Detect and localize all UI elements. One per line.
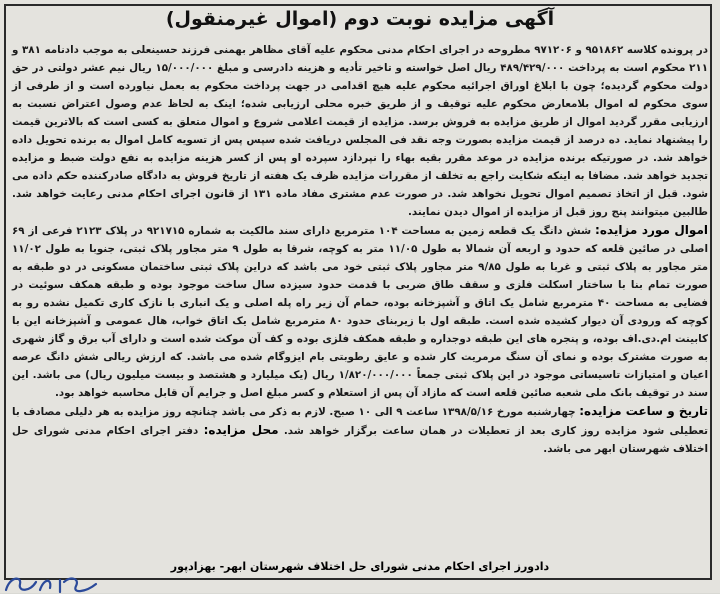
date-text: چهارشنبه مورخ ۱۳۹۸/۵/۱۶ ساعت ۹ الی ۱۰ صبح. لازم به ذکر می باشد چنانچه روز مزایده به هر دلیلی مصادف با تعطیلی شود مزایده روز کاری بعد از تعطیلات در همان ساعت برگزار خواهد شد. bbox=[12, 406, 708, 437]
property-text: شش دانگ یک قطعه زمین به مساحت ۱۰۴ مترمربع دارای سند مالکیت به شماره ۹۲۱۷۱۵ در پلاک ۲۱۲۳ فرعی از ۶۹ اصلی در صائین قلعه که حدود و اربعه آن شمالا به طول ۱۱/۰۵ متر به کوچه، شرقا به طول ۹ متر مجاور پلاک ثبتی، جنوبا به طول ۱۱/۰۲ متر مجاور به پلاک ثبتی و غربا به طول ۹/۸۵ متر مجاور پلاک ثبتی خود می باشد که دراین پلاک ثبتی ساختمان مسکونی در دو طبقه به صورت تمام بنا با ساختار اسکلت فلزی و سقف طاق ضربی با قدمت حدود سیزده سال ساخت موجود بوده و طبقه همکف سوئیت در فضایی به مساحت ۴۰ مترمربع شامل یک اتاق و آشپزخانه بوده، حمام آن زیر راه پله اصلی و یک انباری با نازک کاری تکمیل نشده رو به کوچه که ورودی آن دیوار کشیده شده است. طبقه اول با زیربنای حدود ۸۰ مترمربع شامل یک اتاق خواب، هال عمومی و آشپزخانه این با کابینت ام.دی.اف بوده، و پنجره های این طبقه دوجداره و طبقه همکف فلزی بوده و کف آن موکت شده است و دارای آب برق و گاز شهری به صورت مشترک بوده و نمای آن سنگ مرمریت کار شده و عایق رطوبتی بام ایزوگام شده می باشد. که ارزش ریالی شش دانگ عرصه اعیان و امتیازات تاسیساتی موجود در این پلاک ثبتی جمعاً ۱/۸۲۰/۰۰۰/۰۰۰ ریال (یک میلیارد و هشتصد و بیست میلیون ریال) می باشد. این سند در توقیف بانک ملی شعبه صائین قلعه است که مازاد آن پس از استعلام و کسر مبلغ اصل و جرایم آن قابل محاسبه خواهد بود. bbox=[12, 225, 708, 399]
notice-body bbox=[12, 41, 708, 458]
place-label: محل مزایده: bbox=[203, 423, 279, 437]
signature-line: دادورز اجرای احکام مدنی شورای حل اختلاف شهرستان ابهر- بهزادپور bbox=[170, 560, 550, 573]
property-label: اموال مورد مزایده: bbox=[595, 223, 708, 237]
date-label: تاریخ و ساعت مزایده: bbox=[579, 404, 708, 418]
property-paragraph bbox=[12, 221, 708, 402]
notice-title: آگهی مزایده نوبت دوم (اموال غیرمنقول) bbox=[165, 8, 555, 30]
handwritten-mark bbox=[0, 572, 110, 594]
intro-paragraph: در پرونده کلاسه ۹۵۱۸۶۲ و ۹۷۱۲۰۶ مطروحه در اجرای احکام مدنی محکوم علیه آقای مظاهر بهمنی فرزند حسینعلی به موجب دادنامه ۳۸۱ و ۲۱۱ محکوم است به پرداخت ۴۸۹/۴۲۹/۰۰۰ ریال اصل خواسته و تاخیر تأدیه و هزینه دادرسی و مبلغ ۱۵/۰۰۰/۰۰۰ ریال نیم عشر دولتی در حق دولت محکوم گردیده؛ چون با ابلاغ اوراق اجرائیه محکوم علیه هیچ اقدامی در جهت پرداخت محکوم به بعمل نیاورده است و از طرفی از سوی محکوم له اموال بلامعارض محکوم علیه توقیف و از طریق خبره محلی ارزیابی شده؛ اینک به لحاظ عدم وصول اعتراض نسبت به ارزیابی مقرر گردید اموال از طریق مزایده به فروش برسد. مزایده از قیمت اعلامی شروع و اموال متعلق به کسی است که بالاترین قیمت را پیشنهاد نماید. ده درصد از قیمت مزایده بصورت وجه نقد فی المجلس دریافت شده سپس پس از تسویه کامل اموال به برنده تحویل داده خواهد شد. در صورتیکه برنده مزایده در موعد مقرر بقیه بهاء را نپردازد سپرده او پس از کسر هزینه مزایده به نفع دولت ضبط و مزایده تجدید خواهد شد. مضافا به اینکه شکایت راجع به تخلف از مقررات مزایده ظرف یک هفته از تاریخ فروش به دادگاه صادرکننده حکم داده می شود. قبل از اتخاذ تصمیم اموال تحویل نخواهد شد. در صورت عدم مشتری مفاد ماده ۱۳۱ از قانون اجرای احکام مدنی رعایت خواهد شد. طالبین میتوانند پنج روز قبل از مزایده از اموال دیدن نمایند. bbox=[12, 44, 708, 218]
place-text: دفتر اجرای احکام مدنی شورای حل اختلاف شهرستان ابهر می باشد. bbox=[12, 425, 708, 455]
date-paragraph bbox=[12, 402, 708, 458]
